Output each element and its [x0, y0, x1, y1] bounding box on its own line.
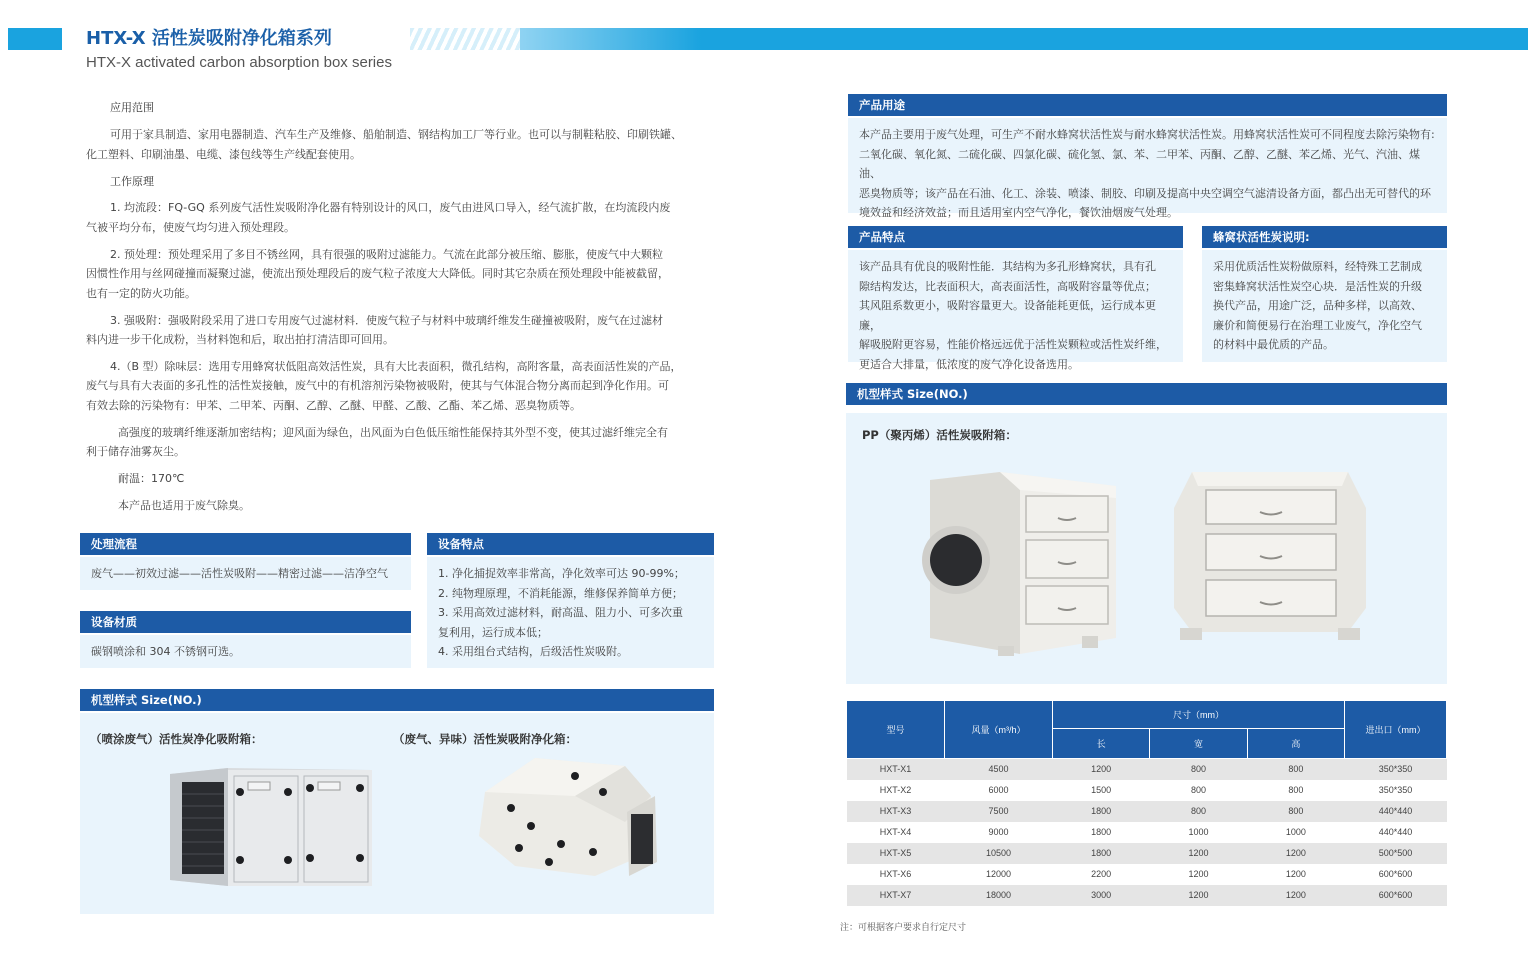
- cell-height: 1200: [1247, 864, 1344, 885]
- product-feature-line: 更适合大排量，低浓度的废气净化设备选用。: [859, 357, 1079, 371]
- usage-box-body: [848, 118, 1447, 219]
- scope-line: 可用于家具制造、家用电器制造、汽车生产及维修、船舶制造、钢结构加工厂等行业。也可以与制鞋粘胶、印刷铁罐、: [110, 128, 682, 141]
- cell-length: 1800: [1053, 801, 1150, 822]
- cell-length: 1800: [1053, 843, 1150, 864]
- table-row: [847, 864, 1447, 885]
- honeycomb-body: [1202, 250, 1447, 362]
- equipment-features-title: 设备特点: [427, 533, 714, 555]
- cell-air: 18000: [945, 885, 1053, 906]
- principle-line: 3. 强吸附：强吸附段采用了进口专用废气过滤材料．使废气粒子与材料中玻璃纤维发生碰撞被吸附，废气在过滤材: [110, 314, 663, 327]
- feature-item: 3. 采用高效过滤材料，耐高温、阻力小、可多次重: [438, 606, 683, 619]
- col-port: 进出口（mm）: [1345, 701, 1447, 759]
- product-feature-line: 解吸脱附更容易，性能价格远远优于活性炭颗粒或活性炭纤维，: [859, 338, 1167, 351]
- page-subtitle: HTX-X activated carbon absorption box series: [86, 54, 392, 71]
- col-model: 型号: [847, 701, 945, 759]
- col-size: 尺寸（mm）: [1053, 701, 1345, 729]
- feature-item: 复利用，运行成本低；: [438, 625, 548, 639]
- principle-line: 1. 均流段：FQ-GQ 系列废气活性炭吸附净化器有特别设计的风口，废气由进风口导入，经气流扩散，在均流段内废: [110, 201, 671, 214]
- cell-height: 800: [1247, 759, 1344, 780]
- cell-model: HXT-X3: [847, 801, 945, 822]
- cell-model: HXT-X7: [847, 885, 945, 906]
- principle-line: 废气与具有大表面的多孔性的活性炭接触，废气中的有机溶剂污染物被吸附，使其与气体混合物分离而起到净化作用。可: [86, 379, 669, 392]
- product-feature-line: 该产品具有优良的吸附性能．其结构为多孔形蜂窝状，具有孔: [859, 260, 1156, 273]
- table-row: [847, 759, 1447, 780]
- cell-model: HXT-X4: [847, 822, 945, 843]
- cell-air: 6000: [945, 780, 1053, 801]
- cell-port: 350*350: [1345, 780, 1447, 801]
- pp-box-side-image: [920, 470, 1122, 658]
- cell-length: 1800: [1053, 822, 1150, 843]
- cell-length: 1500: [1053, 780, 1150, 801]
- cell-port: 600*600: [1345, 885, 1447, 906]
- header-band: [520, 28, 1528, 50]
- table-row: [847, 822, 1447, 843]
- cell-width: 800: [1150, 759, 1247, 780]
- cell-width: 1200: [1150, 843, 1247, 864]
- principle-line: 料内进一步干化成粉，当材料饱和后，取出拍打清洁即可回用。: [86, 333, 394, 346]
- cell-height: 1200: [1247, 843, 1344, 864]
- table-row: [847, 801, 1447, 822]
- material-text: 碳钢喷涂和 304 不锈钢可选。: [91, 645, 240, 658]
- cell-width: 1200: [1150, 864, 1247, 885]
- product-features-body: [848, 250, 1183, 371]
- table-row: [847, 780, 1447, 801]
- cell-width: 800: [1150, 780, 1247, 801]
- principle-heading: 工作原理: [110, 175, 154, 188]
- usage-line: 境效益和经济效益；而且适用室内空气净化，餐饮油烟废气处理。: [859, 206, 1178, 219]
- cell-air: 7500: [945, 801, 1053, 822]
- deodor-text: 本产品也适用于废气除臭。: [118, 499, 250, 512]
- feature-item: 4. 采用组台式结构，后级活性炭吸附。: [438, 645, 628, 658]
- feature-item: 2. 纯物理原理，不消耗能源，维修保养简单方便；: [438, 586, 683, 600]
- usage-line: 二氧化碳、氧化氮、二硫化碳、四氯化碳、硫化氢、氯、苯、二甲苯、丙酮、乙醇、乙醚、苯乙烯、光气、汽油、煤油、: [859, 147, 1420, 180]
- process-box-body: [80, 557, 411, 590]
- principle-line: 高强度的玻璃纤维逐渐加密结构；迎风面为绿色，出风面为白色低压缩性能保持其外型不变，使其过滤纤维完全有: [118, 426, 668, 439]
- cell-port: 440*440: [1345, 801, 1447, 822]
- material-box-body: [80, 635, 411, 668]
- cell-length: 3000: [1053, 885, 1150, 906]
- spec-table: [846, 700, 1447, 906]
- principle-line: 4.（B 型）除味层：选用专用蜂窝状低阻高效活性炭，具有大比表面积，微孔结构，高附客量，高表面活性炭的产品，: [110, 360, 682, 373]
- honeycomb-line: 换代产品，用途广泛，品种多样，以高效、: [1213, 299, 1422, 312]
- cell-width: 800: [1150, 801, 1247, 822]
- cell-air: 9000: [945, 822, 1053, 843]
- scope-line: 化工塑料、印刷油墨、电缆、漆包线等生产线配套使用。: [86, 148, 361, 161]
- cell-port: 600*600: [1345, 864, 1447, 885]
- cell-width: 1000: [1150, 822, 1247, 843]
- model-label-spray: （喷涂废气）活性炭净化吸附箱：: [90, 732, 263, 746]
- material-box-title: 设备材质: [80, 611, 411, 633]
- col-length: 长: [1053, 729, 1150, 759]
- principle-line: 因惯性作用与丝网碰撞而凝聚过滤，使流出预处理段后的废气粒子浓度大大降低。同时其它杂质在预处理段中能被截留，: [86, 267, 669, 280]
- honeycomb-line: 采用优质活性炭粉做原料，经特殊工艺制成: [1213, 260, 1422, 273]
- cell-air: 12000: [945, 864, 1053, 885]
- honeycomb-line: 廉价和简便易行在治理工业废气，净化空气: [1213, 318, 1422, 332]
- cell-air: 10500: [945, 843, 1053, 864]
- product-feature-line: 隙结构发达，比表面积大，高表面活性，高吸附容量等优点；: [859, 279, 1156, 293]
- principle-line: 有效去除的污染物有：甲苯、二甲苯、丙酮、乙醇、乙醚、甲醛、乙酸、乙酯、苯乙烯、恶臭物质等。: [86, 399, 581, 412]
- principle-line: 利于储存油雾灰尘。: [86, 445, 185, 458]
- odor-carbon-box-image: [475, 752, 659, 878]
- cell-height: 800: [1247, 780, 1344, 801]
- model-label-odor: （废气、异味）活性炭吸附净化箱：: [393, 732, 577, 746]
- principle-line: 2. 预处理：预处理采用了多目不锈丝网，具有很强的吸附过滤能力。气流在此部分被压缩、膨胀，使废气中大颗粒: [110, 248, 663, 261]
- table-row: [847, 843, 1447, 864]
- pp-box-front-image: [1172, 468, 1368, 644]
- usage-box-title: 产品用途: [848, 94, 1447, 116]
- feature-item: 1. 净化捕捉效率非常高，净化效率可达 90-99%；: [438, 567, 685, 580]
- cell-model: HXT-X2: [847, 780, 945, 801]
- usage-line: 恶臭物质等；该产品在石油、化工、涂装、喷漆、制胶、印刷及提高中央空调空气滤清设备方面，都凸出无可替代的环: [859, 186, 1431, 200]
- models-right-title: 机型样式 Size(NO.): [846, 383, 1447, 405]
- temperature-text: 耐温：170℃: [118, 472, 185, 485]
- page-title: HTX-X 活性炭吸附净化箱系列: [86, 28, 332, 49]
- cell-height: 800: [1247, 801, 1344, 822]
- process-text: 废气——初效过滤——活性炭吸附——精密过滤——洁净空气: [91, 567, 388, 580]
- scope-heading: 应用范围: [110, 101, 154, 114]
- table-note: 注：可根据客户要求自行定尺寸: [840, 923, 967, 933]
- cell-model: HXT-X5: [847, 843, 945, 864]
- table-row: [847, 885, 1447, 906]
- cell-model: HXT-X1: [847, 759, 945, 780]
- product-features-title: 产品特点: [848, 226, 1183, 248]
- cell-port: 440*440: [1345, 822, 1447, 843]
- cell-port: 350*350: [1345, 759, 1447, 780]
- cell-length: 1200: [1053, 759, 1150, 780]
- honeycomb-line: 的材料中最优质的产品。: [1213, 338, 1334, 351]
- models-left-title: 机型样式 Size(NO.): [80, 689, 714, 711]
- principle-line: 也有一定的防火功能。: [86, 287, 196, 300]
- header-accent-bar: [8, 28, 62, 50]
- col-height: 高: [1247, 729, 1344, 759]
- honeycomb-line: 密集蜂窝状活性炭空心块．是活性炭的升级: [1213, 279, 1422, 293]
- cell-width: 1200: [1150, 885, 1247, 906]
- process-box-title: 处理流程: [80, 533, 411, 555]
- principle-line: 气被平均分布，使废气均匀进入预处理段。: [86, 221, 295, 234]
- col-width: 宽: [1150, 729, 1247, 759]
- pp-box-label: PP（聚丙烯）活性炭吸附箱：: [862, 428, 1017, 442]
- spray-carbon-box-image: [168, 764, 374, 890]
- col-air-volume: 风量（m³/h）: [945, 701, 1053, 759]
- honeycomb-title: 蜂窝状活性炭说明:: [1202, 226, 1447, 248]
- product-feature-line: 其风阻系数更小，吸附容量更大。设备能耗更低，运行成本更廉，: [859, 299, 1156, 332]
- cell-height: 1000: [1247, 822, 1344, 843]
- equipment-features-body: [427, 557, 714, 668]
- cell-port: 500*500: [1345, 843, 1447, 864]
- cell-air: 4500: [945, 759, 1053, 780]
- cell-height: 1200: [1247, 885, 1344, 906]
- usage-line: 本产品主要用于废气处理，可生产不耐水蜂窝状活性炭与耐水蜂窝状活性炭。用蜂窝状活性炭可不同程度去除污染物有:: [859, 128, 1435, 141]
- cell-length: 2200: [1053, 864, 1150, 885]
- cell-model: HXT-X6: [847, 864, 945, 885]
